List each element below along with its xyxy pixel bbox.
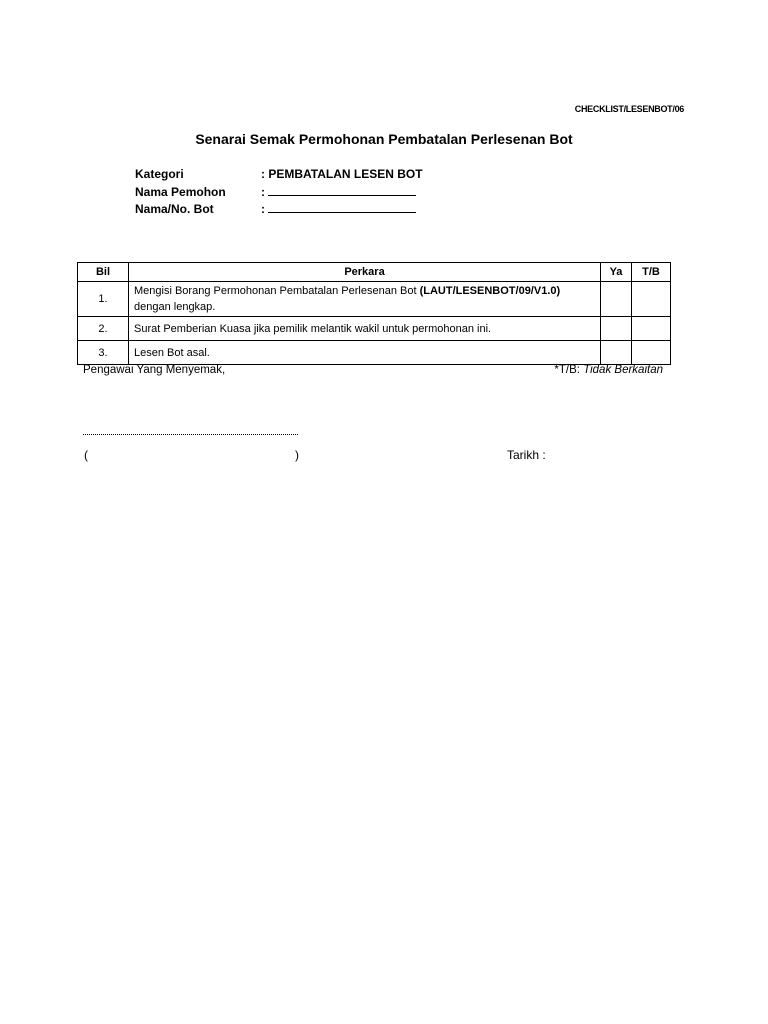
table-row — [78, 317, 671, 341]
info-row-nama-no-bot — [135, 200, 423, 217]
info-value: : — [261, 202, 265, 216]
row-item: Lesen Bot asal. — [129, 341, 601, 365]
header-ya: Ya — [601, 263, 632, 282]
form-code: (LAUT/LESENBOT/09/V1.0) — [419, 285, 561, 297]
ya-checkbox-cell[interactable] — [601, 341, 632, 365]
header-bil: Bil — [78, 263, 129, 282]
row-item: Surat Pemberian Kuasa jika pemilik melantik wakil untuk permohonan ini. — [129, 317, 601, 341]
item-text: Mengisi Borang Permohonan Pembatalan Perlesenan Bot — [134, 285, 420, 297]
info-label: Nama/No. Bot — [135, 202, 214, 216]
checklist-table — [77, 262, 671, 365]
info-row-nama-pemohon — [135, 183, 423, 200]
info-value: : PEMBATALAN LESEN BOT — [261, 167, 423, 181]
name-paren-close: ) — [295, 448, 299, 462]
tb-prefix: *T/B: — [554, 364, 584, 376]
item-text: dengan lengkap. — [134, 301, 216, 313]
fill-in-line — [268, 200, 416, 213]
header-perkara: Perkara — [129, 263, 601, 282]
tb-footnote — [554, 364, 663, 376]
row-number: 2. — [78, 317, 129, 341]
info-row-kategori — [135, 166, 423, 183]
row-number: 1. — [78, 282, 129, 317]
table-row — [78, 341, 671, 365]
document-title: Senarai Semak Permohonan Pembatalan Perlesenan Bot — [195, 131, 573, 147]
tb-checkbox-cell[interactable] — [632, 341, 671, 365]
tb-checkbox-cell[interactable] — [632, 282, 671, 317]
info-value: : — [261, 185, 265, 199]
table-row — [78, 282, 671, 317]
tb-checkbox-cell[interactable] — [632, 317, 671, 341]
table-header-row — [78, 263, 671, 282]
name-paren-open: ( — [84, 448, 88, 462]
tb-meaning: Tidak Berkaitan — [583, 364, 663, 376]
fill-in-line — [268, 183, 416, 196]
date-label: Tarikh : — [507, 448, 546, 462]
row-number: 3. — [78, 341, 129, 365]
document-code: CHECKLIST/LESENBOT/06 — [574, 104, 684, 114]
ya-checkbox-cell[interactable] — [601, 317, 632, 341]
applicant-info — [135, 166, 423, 217]
row-item — [129, 282, 601, 317]
signature-line — [83, 434, 298, 435]
info-label: Nama Pemohon — [135, 185, 226, 199]
officer-label: Pengawai Yang Menyemak, — [83, 364, 226, 376]
ya-checkbox-cell[interactable] — [601, 282, 632, 317]
info-label: Kategori — [135, 167, 184, 181]
header-tb: T/B — [632, 263, 671, 282]
